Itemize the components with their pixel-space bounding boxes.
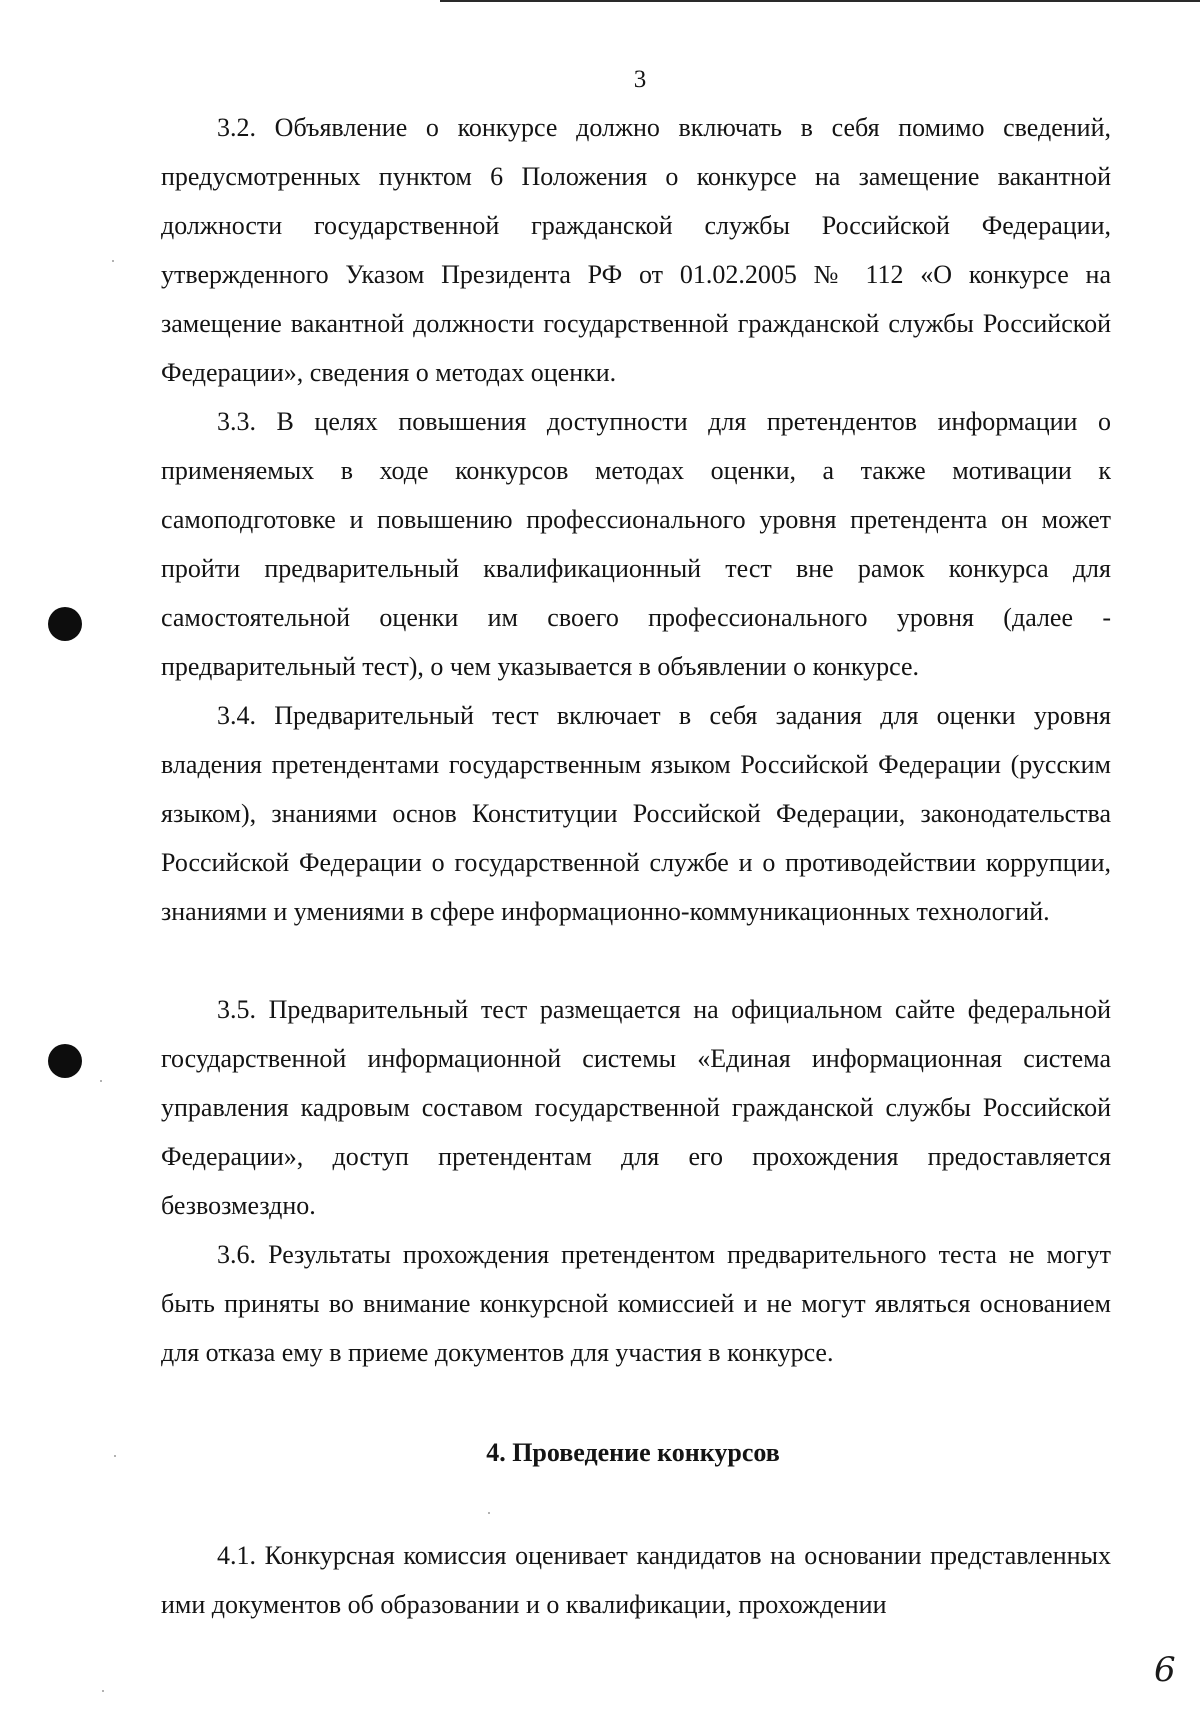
section-4-heading: 4. Проведение конкурсов bbox=[486, 1438, 780, 1467]
page-number: 3 bbox=[633, 66, 647, 93]
paragraph-4-1: 4.1. Конкурсная комиссия оценивает кандидатов на основании представленных ими документов об образовании и о квалификации, прохождении bbox=[161, 1541, 1111, 1619]
paragraph-3-5: 3.5. Предварительный тест размещается на официальном сайте федеральной государственной информационной системы «Единая информационная система управления кадровым составом государственной гражданской службы Российской Федерации», доступ претендентам для его прохождения предоставляется безвозмездно. bbox=[161, 995, 1111, 1220]
scan-speck bbox=[100, 1080, 102, 1082]
top-edge-rule bbox=[440, 0, 1200, 2]
scan-speck bbox=[112, 260, 114, 262]
scan-speck bbox=[488, 1512, 490, 1514]
paragraph-3-6: 3.6. Результаты прохождения претендентом предварительного теста не могут быть приняты во внимание конкурсной комиссией и не могут являться основанием для отказа ему в приеме документов для участия в конкурсе. bbox=[161, 1240, 1111, 1367]
punch-hole-lower bbox=[48, 1044, 82, 1078]
paragraph-3-2: 3.2. Объявление о конкурсе должно включать в себя помимо сведений, предусмотренных пунктом 6 Положения о конкурсе на замещение вакантной должности государственной гражданской службы Российской Федерации, утвержденного Указом Президента РФ от 01.02.2005 № 112 «О конкурсе на замещение вакантной должности государственной гражданской службы Российской Федерации», сведения о методах оценки. bbox=[161, 113, 1111, 387]
paragraph-3-4: 3.4. Предварительный тест включает в себя задания для оценки уровня владения претендентами государственным языком Российской Федерации (русским языком), знаниями основ Конституции Российской Федерации, законодательства Российской Федерации о государственной службе и о противодействии коррупции, знаниями и умениями в сфере информационно-коммуникационных технологий. bbox=[161, 701, 1111, 926]
scan-speck bbox=[102, 1690, 104, 1692]
punch-hole-upper bbox=[48, 607, 82, 641]
paragraph-3-3: 3.3. В целях повышения доступности для претендентов информации о применяемых в ходе конкурсов методах оценки, а также мотивации к самоподготовке и повышению профессионального уровня претендента он может пройти предварительный квалификационный тест вне рамок конкурса для самостоятельной оценки им своего профессионального уровня (далее - предварительный тест), о чем указывается в объявлении о конкурсе. bbox=[161, 407, 1111, 681]
handwritten-sheet-number: 6 bbox=[1154, 1650, 1176, 1690]
scan-speck bbox=[114, 1455, 116, 1457]
